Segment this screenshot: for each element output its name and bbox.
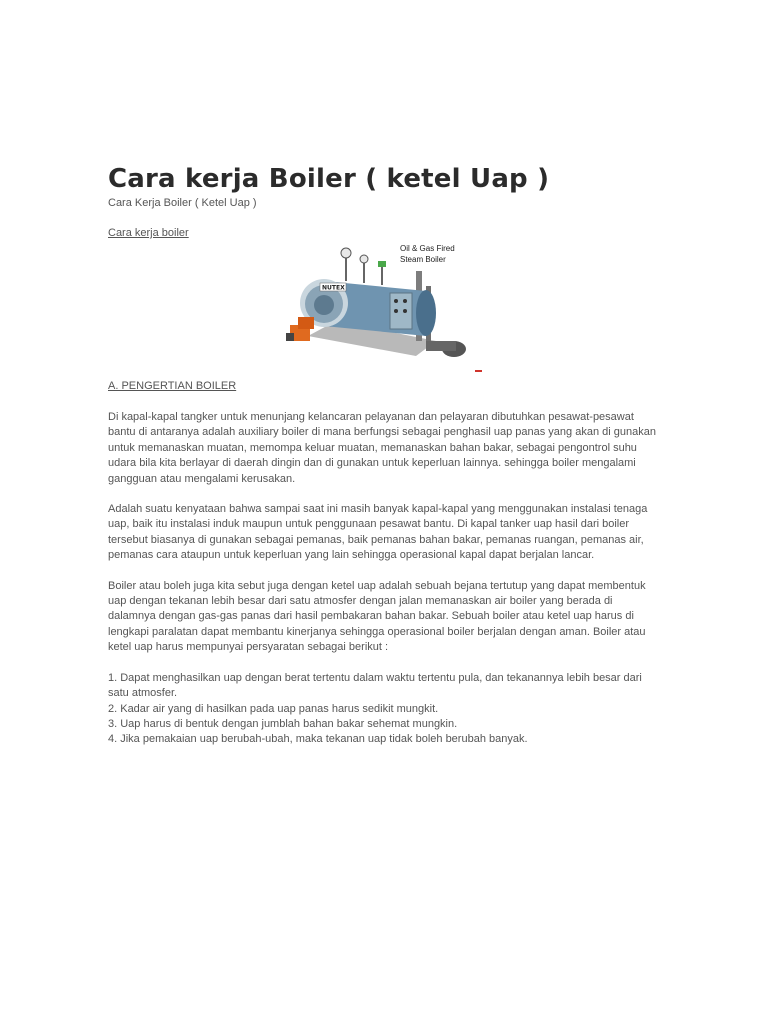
image-link-mark[interactable] [475,370,482,372]
list-item: 2. Kadar air yang di hasilkan pada uap panas harus sedikit mungkit. [108,702,439,715]
page-subtitle: Cara Kerja Boiler ( Ketel Uap ) [108,197,257,209]
section-heading-pengertian: A. PENGERTIAN BOILER [108,380,237,392]
paragraph-1: Di kapal-kapal tangker untuk menunjang kelancaran pelayanan dan pelayaran dibutuhkan pesawat-pesawat bantu di antaranya adalah auxiliary boiler di mana berfungsi sebagai penghasil uap panas yang akan di gunakan untuk memanaskan muatan, memompa keluar muatan, memanaskan bahan bakar, sebagai pengontrol suhu udara bila kita berlayar di daerah dingin dan di gunakan untuk keperluan lainnya. sehingga boiler mengalami gangguan atau mengalami kerusakan. [108,411,656,485]
paragraph-2: Adalah suatu kenyataan bahwa sampai saat ini masih banyak kapal-kapal yang menggunakan instalasi tenaga uap, baik itu instalasi induk maupun untuk penggunaan pesawat bantu. Di kapal tanker uap hasil dari boiler tersebut biasanya di gunakan sebagai pemanas, baik pemanas bahan bakar, pemanas ruangan, pemanas air, pemanas cara ataupun untuk keperluan yang lain sehingga operasional kapal dapat berjalan lancar. [108,503,648,562]
list-item: 3. Uap harus di bentuk dengan jumblah bahan bakar sehemat mungkin. [108,717,458,730]
page-title: Cara kerja Boiler ( ketel Uap ) [108,164,550,194]
list-item: 1. Dapat menghasilkan uap dengan berat tertentu dalam waktu tertentu pula, dan tekanannya lebih besar dari satu atmosfer. [108,671,642,700]
document-page [108,162,660,748]
heading-link-cara-kerja[interactable]: Cara kerja boiler [108,227,189,239]
paragraph-3: Boiler atau boleh juga kita sebut juga dengan ketel uap adalah sebuah bejana tertutup yang dapat membentuk uap dengan tekanan lebih besar dari satu atmosfer dengan jalan memanaskan air boiler yang berada di dalamnya dengan gas-gas panas dari hasil pembakaran bahan bakar. Sebuah boiler atau ketel uap harus di lengkapi paralatan dapat membantu kinerjanya sehingga operasional boiler berjalan dengan aman. Boiler atau ketel uap harus mempunyai persyaratan sebagai berikut : [108,579,646,654]
figure-label-line1: Oil & Gas Fired [400,244,455,253]
requirements-list [108,671,660,748]
list-item: 4. Jika pemakaian uap berubah-ubah, maka tekanan uap tidak boleh berubah banyak. [108,733,528,746]
figure-container [108,241,660,371]
figure-brand: NUTEX [322,284,345,292]
boiler-image [286,241,476,371]
figure-label-line2: Steam Boiler [400,255,446,264]
